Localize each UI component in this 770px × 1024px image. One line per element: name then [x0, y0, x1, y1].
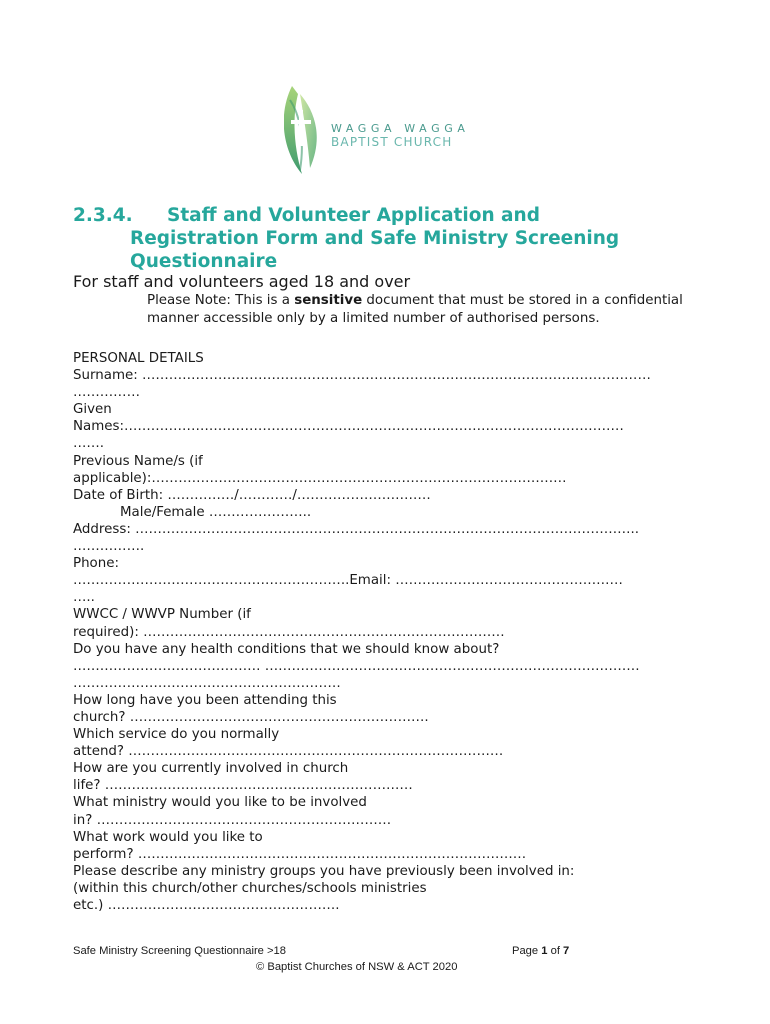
given-names-field-cont[interactable]: ……. — [73, 436, 105, 452]
section-title: PERSONAL DETAILS — [73, 351, 204, 366]
page-current: 1 — [541, 945, 548, 957]
ministry-field[interactable]: in? ………………………………………………………… — [73, 812, 392, 828]
page-label: Page — [512, 945, 542, 957]
email-field-cont[interactable]: ….. — [73, 590, 95, 606]
wwcc-label: WWCC / WWVP Number (if — [73, 607, 251, 623]
heading-line-3: Questionnaire — [130, 251, 278, 272]
work-question: What work would you like to — [73, 829, 263, 845]
personal-details-form — [73, 350, 703, 914]
logo-line1: WAGGA WAGGA — [331, 122, 470, 135]
section-number: 2.3.4. — [73, 205, 133, 226]
previous-names-field[interactable]: applicable):………………………………………………………………………………… — [73, 470, 567, 486]
previous-ministry-hint: (within this church/other churches/schools ministries — [73, 880, 427, 896]
address-field-cont[interactable]: ……………. — [73, 539, 145, 555]
sensitive-note — [147, 292, 707, 328]
date-of-birth-field[interactable]: Date of Birth: ……………/…………/………………………… — [73, 487, 431, 503]
surname-field[interactable]: Surname: …………………………………………………………………………………………………… — [73, 368, 651, 384]
copyright: © Baptist Churches of NSW & ACT 2020 — [256, 961, 458, 973]
surname-field-cont[interactable]: …………… — [73, 385, 140, 401]
heading-line-1: Staff and Volunteer Application and — [167, 205, 540, 226]
page-of: of — [547, 945, 564, 957]
phone-email-field[interactable]: ……………………………………………………..Email: …………………………………………… — [73, 573, 623, 589]
address-field[interactable]: Address: ………………………………………………………………………………………………….. — [73, 521, 640, 537]
health-field[interactable]: …………………………………… ………………………………………………………………………… — [73, 658, 640, 674]
service-field[interactable]: attend? ………………………………………………………………………… — [73, 744, 504, 760]
service-question: Which service do you normally — [73, 727, 280, 743]
gender-field[interactable]: Male/Female ………………….. — [120, 504, 312, 520]
previous-names-label: Previous Name/s (if — [73, 453, 203, 469]
note-suffix: document that must be stored in a confidential manner accessible only by a limited number of authorised persons. — [147, 293, 683, 326]
logo-line2: BAPTIST CHURCH — [331, 135, 453, 149]
previous-ministry-field[interactable]: etc.) ……………………………………………. — [73, 898, 340, 913]
footer-doc-title: Safe Ministry Screening Questionnaire >18 — [73, 945, 286, 957]
given-names-label: Given — [73, 402, 112, 418]
wwcc-field[interactable]: required): ……………………………………………………………………… — [73, 624, 505, 640]
involved-question: How are you currently involved in church — [73, 761, 349, 777]
page-total: 7 — [563, 945, 570, 957]
attending-question: How long have you been attending this — [73, 692, 337, 708]
note-prefix: Please Note: This is a — [147, 293, 295, 308]
phone-label: Phone: — [73, 556, 119, 572]
attending-field[interactable]: church? …………………………………………………………. — [73, 709, 429, 725]
heading-line-2: Registration Form and Safe Ministry Screening — [130, 228, 620, 249]
given-names-field[interactable]: Names:…………………………………………………………………………………………………. — [73, 419, 624, 435]
ministry-question: What ministry would you like to be involved — [73, 795, 367, 811]
previous-ministry-question: Please describe any ministry groups you have previously been involved in: — [73, 863, 575, 879]
page-number — [512, 944, 569, 959]
involved-field[interactable]: life? …………………………………………………………… — [73, 778, 413, 794]
work-field[interactable]: perform? …………………………………………………………………………… — [73, 846, 527, 862]
health-field-cont[interactable]: …………………………………………………… — [73, 675, 341, 691]
subtitle: For staff and volunteers aged 18 and over — [73, 272, 411, 291]
note-bold: sensitive — [294, 293, 363, 308]
health-question: Do you have any health conditions that we should know about? — [73, 641, 500, 657]
